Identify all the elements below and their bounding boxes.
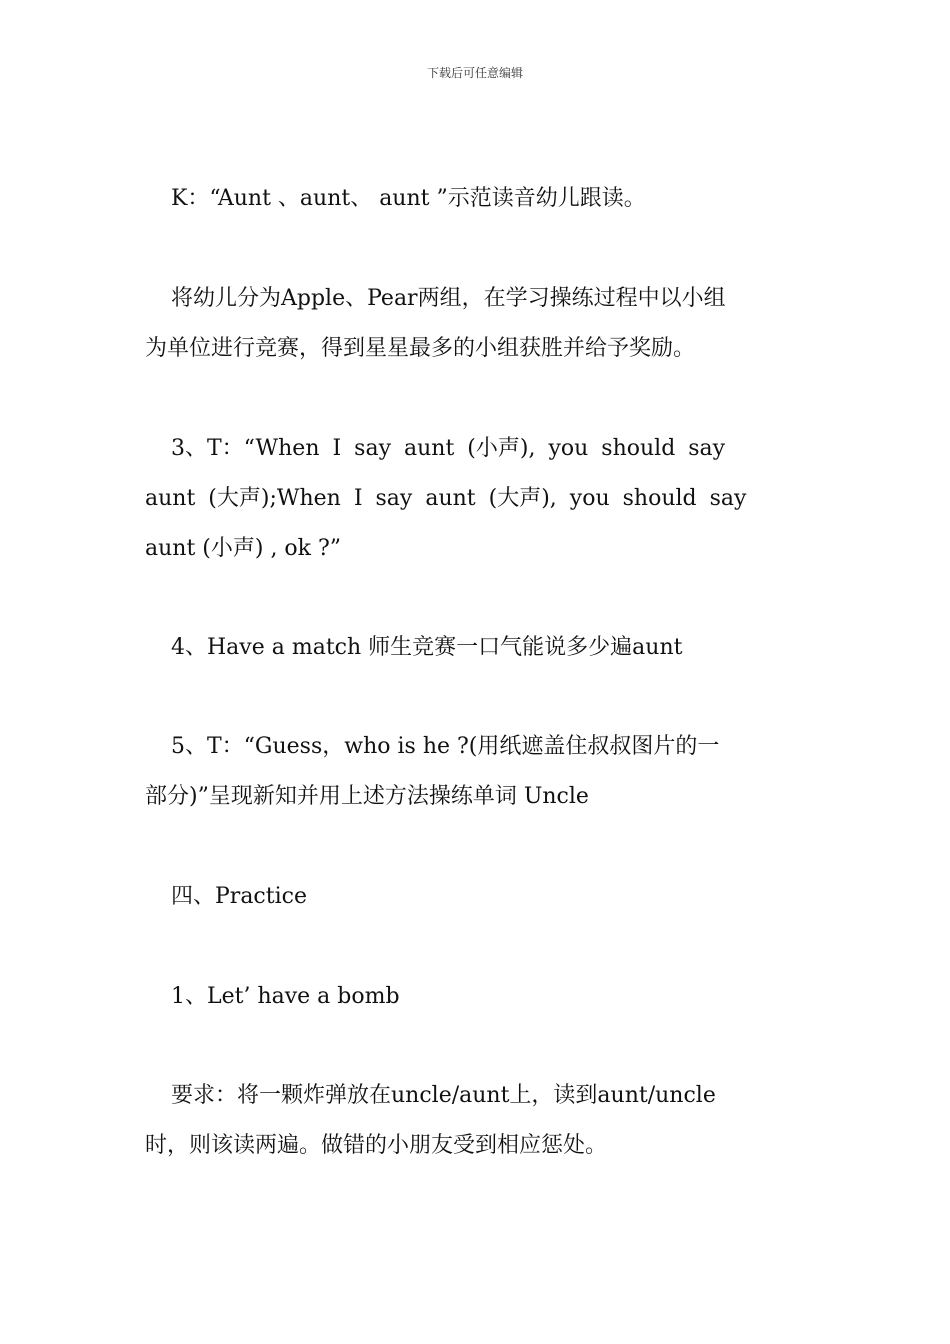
paragraph-demo-reading (145, 174, 807, 224)
text-line: 四、Practice (171, 884, 307, 909)
text-line: K：“Aunt 、aunt、 aunt ”示范读音幼儿跟读。 (171, 186, 646, 211)
text-line: 1、Let’ have a bomb (171, 984, 400, 1009)
paragraph-requirements (145, 1071, 807, 1171)
text-line: aunt (大声);When I say aunt (大声), you should say (145, 486, 747, 511)
text-line: 3、T：“When I say aunt (小声), you should say (171, 436, 726, 461)
text-line: 4、Have a match 师生竞赛一口气能说多少遍aunt (171, 635, 683, 660)
text-line: 部分)”呈现新知并用上述方法操练单词 Uncle (145, 784, 589, 809)
paragraph-step-3 (145, 424, 807, 574)
text-line: 将幼儿分为Apple、Pear两组，在学习操练过程中以小组 (171, 286, 726, 311)
text-line: 5、T：“Guess，who is he ?(用纸遮盖住叔叔图片的一 (171, 734, 720, 759)
text-line: 时，则该读两遍。做错的小朋友受到相应惩处。 (145, 1133, 608, 1158)
page-header: 下载后可任意编辑 (426, 66, 523, 80)
section-heading-practice (145, 872, 807, 922)
paragraph-practice-1 (145, 972, 807, 1022)
text-line: 要求：将一颗炸弹放在uncle/aunt上，读到aunt/uncle (171, 1083, 716, 1108)
text-line: aunt (小声) , ok ?” (145, 536, 342, 561)
paragraph-step-5 (145, 722, 807, 822)
paragraph-group-competition (145, 274, 807, 374)
text-line: 为单位进行竞赛，得到星星最多的小组获胜并给予奖励。 (145, 336, 696, 361)
paragraph-step-4 (145, 623, 807, 673)
